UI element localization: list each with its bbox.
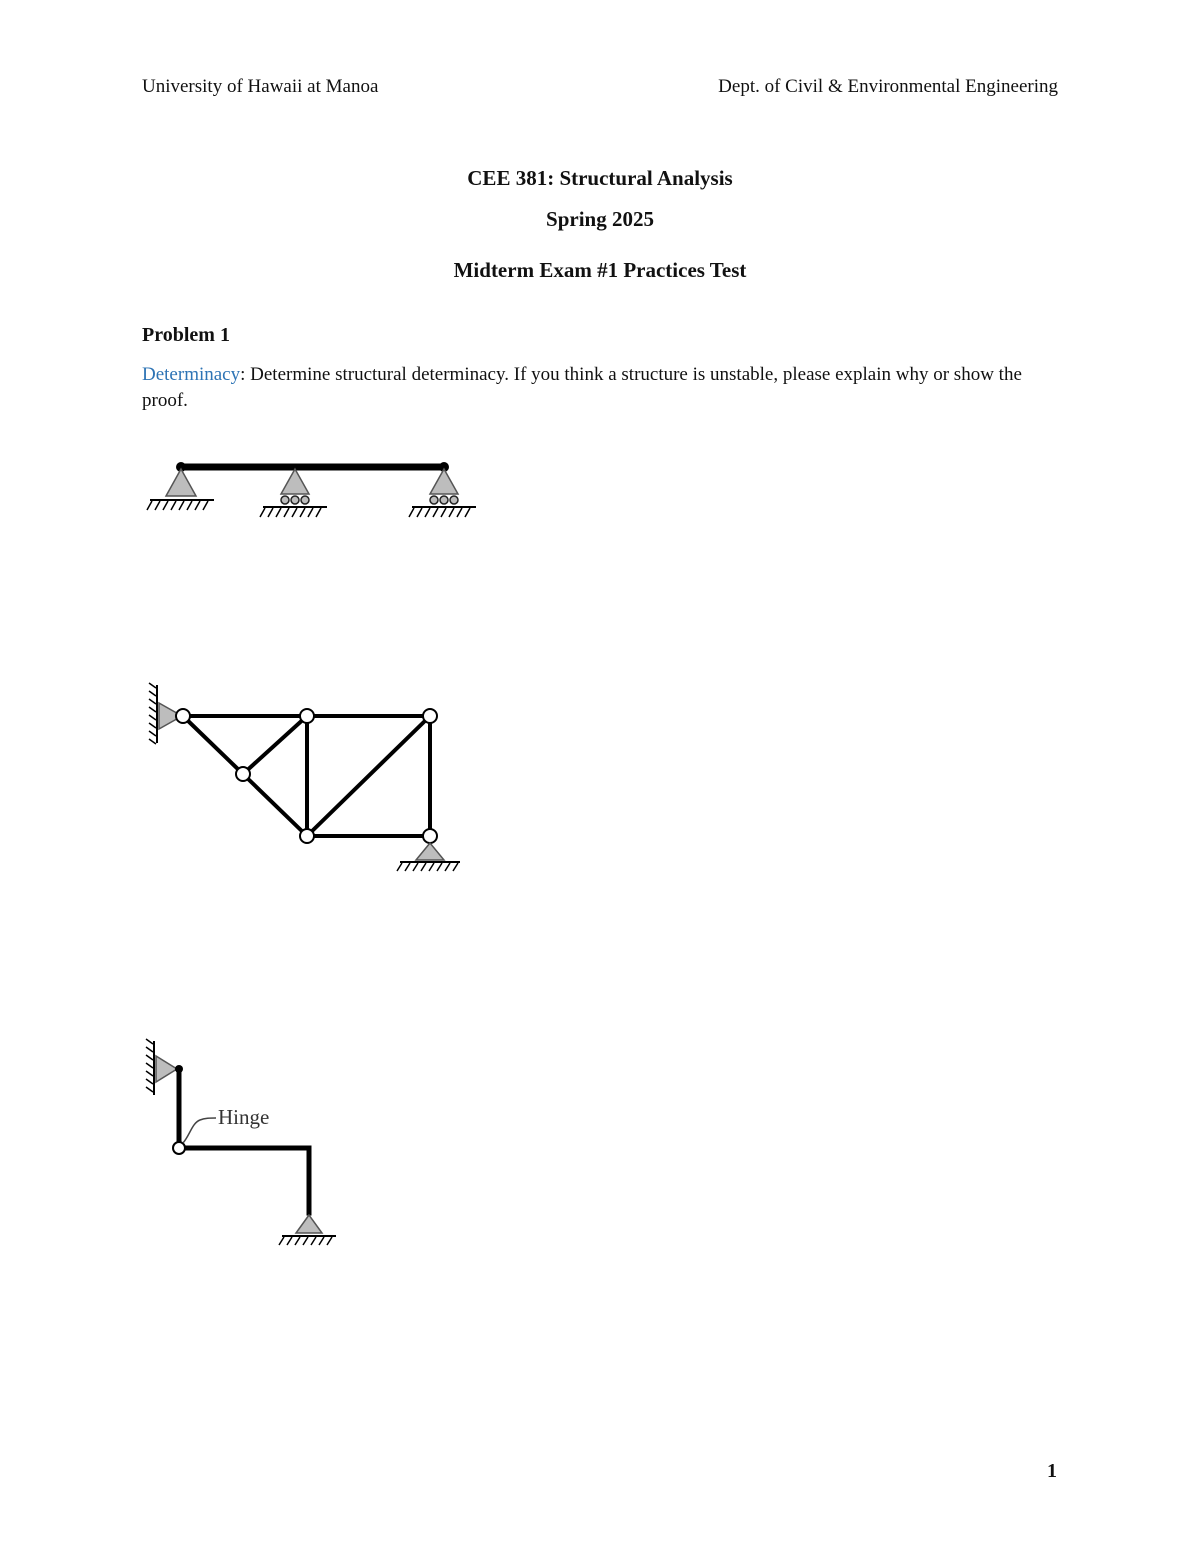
frame-figure bbox=[0, 1035, 500, 1265]
page-number: 1 bbox=[1047, 1460, 1057, 1482]
truss-figure bbox=[0, 680, 500, 880]
problem-instruction bbox=[142, 362, 1062, 414]
hinge-node-icon bbox=[173, 1142, 185, 1154]
wall-pin-support-icon bbox=[146, 1039, 177, 1095]
pin-support-icon bbox=[147, 469, 214, 510]
pin-support-icon bbox=[279, 1215, 336, 1245]
term-title: Spring 2025 bbox=[546, 207, 654, 231]
pin-support-icon bbox=[397, 843, 460, 871]
frame-members bbox=[179, 1069, 309, 1213]
header-university: University of Hawaii at Manoa bbox=[142, 76, 379, 97]
exam-title: Midterm Exam #1 Practices Test bbox=[453, 258, 747, 282]
hinge-label: Hinge bbox=[218, 1105, 270, 1129]
problem-heading: Problem 1 bbox=[142, 324, 230, 346]
determinacy-keyword: Determinacy bbox=[142, 364, 241, 385]
beam-figure bbox=[0, 450, 500, 530]
header-department: Dept. of Civil & Environmental Engineering bbox=[718, 76, 1058, 97]
truss-members bbox=[183, 716, 430, 836]
course-title: CEE 381: Structural Analysis bbox=[467, 166, 733, 190]
instruction-text: : Determine structural determinacy. If you think a structure is unstable, please explain why or show the proof. bbox=[142, 364, 1022, 411]
roller-support-icon bbox=[260, 469, 327, 517]
roller-support-icon bbox=[409, 469, 476, 517]
hinge-leader bbox=[183, 1118, 216, 1143]
frame-top-node bbox=[175, 1065, 183, 1073]
